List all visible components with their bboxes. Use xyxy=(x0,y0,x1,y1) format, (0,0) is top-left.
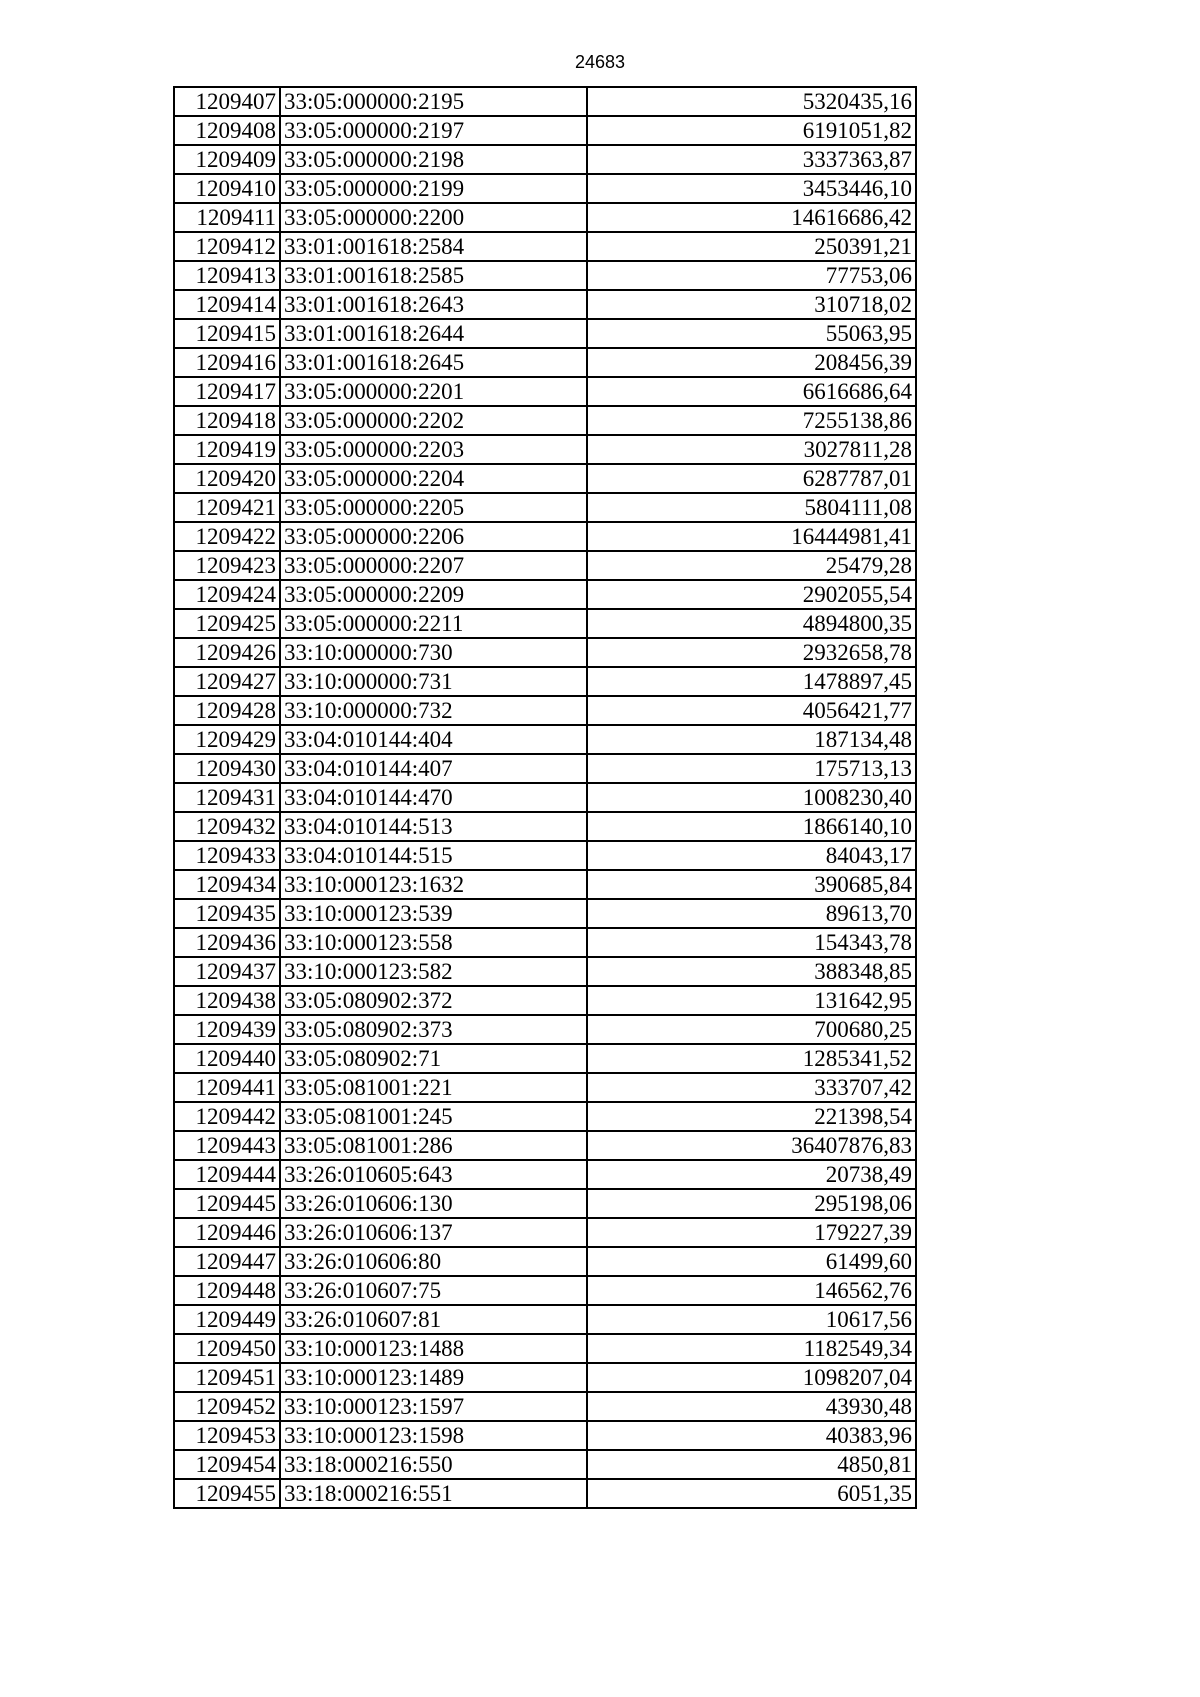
row-number-cell: 1209437 xyxy=(174,957,280,986)
cadastral-value-cell: 208456,39 xyxy=(587,348,916,377)
cadastral-value-cell: 6287787,01 xyxy=(587,464,916,493)
table-row xyxy=(174,1102,916,1131)
cadastral-number-cell: 33:18:000216:550 xyxy=(280,1450,587,1479)
table-row xyxy=(174,1218,916,1247)
cadastral-number-cell: 33:05:000000:2195 xyxy=(280,87,587,116)
row-number-cell: 1209425 xyxy=(174,609,280,638)
cadastral-number-cell: 33:01:001618:2645 xyxy=(280,348,587,377)
cadastral-number-cell: 33:26:010606:137 xyxy=(280,1218,587,1247)
cadastral-number-cell: 33:05:081001:245 xyxy=(280,1102,587,1131)
cadastral-number-cell: 33:01:001618:2584 xyxy=(280,232,587,261)
cadastral-number-cell: 33:05:080902:372 xyxy=(280,986,587,1015)
cadastral-value-cell: 3027811,28 xyxy=(587,435,916,464)
row-number-cell: 1209411 xyxy=(174,203,280,232)
cadastral-value-cell: 10617,56 xyxy=(587,1305,916,1334)
cadastral-number-cell: 33:05:000000:2203 xyxy=(280,435,587,464)
row-number-cell: 1209449 xyxy=(174,1305,280,1334)
table-row xyxy=(174,1392,916,1421)
cadastral-number-cell: 33:18:000216:551 xyxy=(280,1479,587,1508)
cadastral-number-cell: 33:05:000000:2206 xyxy=(280,522,587,551)
table-row xyxy=(174,986,916,1015)
row-number-cell: 1209422 xyxy=(174,522,280,551)
cadastral-value-cell: 390685,84 xyxy=(587,870,916,899)
cadastral-value-cell: 179227,39 xyxy=(587,1218,916,1247)
table-row xyxy=(174,319,916,348)
row-number-cell: 1209410 xyxy=(174,174,280,203)
cadastral-number-cell: 33:05:000000:2204 xyxy=(280,464,587,493)
table-row xyxy=(174,174,916,203)
row-number-cell: 1209424 xyxy=(174,580,280,609)
cadastral-value-cell: 146562,76 xyxy=(587,1276,916,1305)
cadastral-number-cell: 33:05:000000:2202 xyxy=(280,406,587,435)
table-row xyxy=(174,1160,916,1189)
cadastral-value-cell: 187134,48 xyxy=(587,725,916,754)
cadastral-number-cell: 33:05:000000:2209 xyxy=(280,580,587,609)
cadastral-number-cell: 33:26:010606:80 xyxy=(280,1247,587,1276)
table-row xyxy=(174,638,916,667)
row-number-cell: 1209415 xyxy=(174,319,280,348)
row-number-cell: 1209430 xyxy=(174,754,280,783)
table-body xyxy=(174,87,916,1508)
table-row xyxy=(174,261,916,290)
table-row xyxy=(174,1479,916,1508)
table-row xyxy=(174,145,916,174)
cadastral-value-cell: 20738,49 xyxy=(587,1160,916,1189)
row-number-cell: 1209407 xyxy=(174,87,280,116)
cadastral-number-cell: 33:04:010144:470 xyxy=(280,783,587,812)
cadastral-value-cell: 3453446,10 xyxy=(587,174,916,203)
row-number-cell: 1209428 xyxy=(174,696,280,725)
row-number-cell: 1209445 xyxy=(174,1189,280,1218)
cadastral-number-cell: 33:05:080902:71 xyxy=(280,1044,587,1073)
cadastral-value-cell: 131642,95 xyxy=(587,986,916,1015)
cadastral-value-cell: 5320435,16 xyxy=(587,87,916,116)
table-row xyxy=(174,1015,916,1044)
cadastral-number-cell: 33:04:010144:404 xyxy=(280,725,587,754)
cadastral-value-cell: 1866140,10 xyxy=(587,812,916,841)
row-number-cell: 1209438 xyxy=(174,986,280,1015)
table-row xyxy=(174,290,916,319)
cadastral-number-cell: 33:10:000123:582 xyxy=(280,957,587,986)
row-number-cell: 1209439 xyxy=(174,1015,280,1044)
table-row xyxy=(174,1131,916,1160)
cadastral-number-cell: 33:26:010607:81 xyxy=(280,1305,587,1334)
cadastral-value-cell: 310718,02 xyxy=(587,290,916,319)
cadastral-number-cell: 33:26:010606:130 xyxy=(280,1189,587,1218)
cadastral-value-cell: 295198,06 xyxy=(587,1189,916,1218)
row-number-cell: 1209421 xyxy=(174,493,280,522)
cadastral-value-cell: 175713,13 xyxy=(587,754,916,783)
cadastral-value-cell: 333707,42 xyxy=(587,1073,916,1102)
cadastral-number-cell: 33:10:000000:732 xyxy=(280,696,587,725)
cadastral-value-cell: 84043,17 xyxy=(587,841,916,870)
row-number-cell: 1209440 xyxy=(174,1044,280,1073)
table-row xyxy=(174,725,916,754)
cadastral-number-cell: 33:05:000000:2199 xyxy=(280,174,587,203)
cadastral-number-cell: 33:04:010144:515 xyxy=(280,841,587,870)
cadastral-value-cell: 5804111,08 xyxy=(587,493,916,522)
cadastral-number-cell: 33:05:080902:373 xyxy=(280,1015,587,1044)
cadastral-number-cell: 33:05:000000:2211 xyxy=(280,609,587,638)
row-number-cell: 1209423 xyxy=(174,551,280,580)
row-number-cell: 1209413 xyxy=(174,261,280,290)
cadastral-number-cell: 33:04:010144:513 xyxy=(280,812,587,841)
row-number-cell: 1209452 xyxy=(174,1392,280,1421)
cadastral-number-cell: 33:05:000000:2200 xyxy=(280,203,587,232)
cadastral-value-table xyxy=(173,86,917,1509)
cadastral-number-cell: 33:10:000123:539 xyxy=(280,899,587,928)
row-number-cell: 1209454 xyxy=(174,1450,280,1479)
table-row xyxy=(174,348,916,377)
row-number-cell: 1209447 xyxy=(174,1247,280,1276)
table-row xyxy=(174,232,916,261)
cadastral-value-cell: 1285341,52 xyxy=(587,1044,916,1073)
row-number-cell: 1209441 xyxy=(174,1073,280,1102)
table-row xyxy=(174,812,916,841)
cadastral-value-cell: 154343,78 xyxy=(587,928,916,957)
cadastral-number-cell: 33:10:000123:1489 xyxy=(280,1363,587,1392)
table-row xyxy=(174,116,916,145)
cadastral-value-cell: 43930,48 xyxy=(587,1392,916,1421)
table-row xyxy=(174,1073,916,1102)
cadastral-number-cell: 33:01:001618:2585 xyxy=(280,261,587,290)
cadastral-value-cell: 55063,95 xyxy=(587,319,916,348)
row-number-cell: 1209420 xyxy=(174,464,280,493)
table-row xyxy=(174,1189,916,1218)
cadastral-value-cell: 700680,25 xyxy=(587,1015,916,1044)
cadastral-value-cell: 1098207,04 xyxy=(587,1363,916,1392)
table-row xyxy=(174,406,916,435)
table-row xyxy=(174,1247,916,1276)
cadastral-number-cell: 33:10:000000:730 xyxy=(280,638,587,667)
row-number-cell: 1209432 xyxy=(174,812,280,841)
cadastral-value-cell: 7255138,86 xyxy=(587,406,916,435)
cadastral-value-cell: 89613,70 xyxy=(587,899,916,928)
table-row xyxy=(174,493,916,522)
row-number-cell: 1209412 xyxy=(174,232,280,261)
row-number-cell: 1209450 xyxy=(174,1334,280,1363)
row-number-cell: 1209427 xyxy=(174,667,280,696)
cadastral-value-cell: 6616686,64 xyxy=(587,377,916,406)
cadastral-number-cell: 33:10:000123:558 xyxy=(280,928,587,957)
table-row xyxy=(174,957,916,986)
table-row xyxy=(174,377,916,406)
cadastral-number-cell: 33:26:010605:643 xyxy=(280,1160,587,1189)
table-row xyxy=(174,464,916,493)
table-row xyxy=(174,696,916,725)
cadastral-value-cell: 1182549,34 xyxy=(587,1334,916,1363)
row-number-cell: 1209443 xyxy=(174,1131,280,1160)
page-number: 24683 xyxy=(574,52,626,72)
cadastral-number-cell: 33:05:000000:2197 xyxy=(280,116,587,145)
row-number-cell: 1209455 xyxy=(174,1479,280,1508)
cadastral-value-cell: 2902055,54 xyxy=(587,580,916,609)
row-number-cell: 1209436 xyxy=(174,928,280,957)
cadastral-value-cell: 6051,35 xyxy=(587,1479,916,1508)
row-number-cell: 1209453 xyxy=(174,1421,280,1450)
row-number-cell: 1209435 xyxy=(174,899,280,928)
cadastral-number-cell: 33:05:000000:2198 xyxy=(280,145,587,174)
table-row xyxy=(174,203,916,232)
cadastral-value-cell: 1008230,40 xyxy=(587,783,916,812)
cadastral-value-cell: 4056421,77 xyxy=(587,696,916,725)
row-number-cell: 1209426 xyxy=(174,638,280,667)
table-row xyxy=(174,435,916,464)
table-row xyxy=(174,580,916,609)
cadastral-value-cell: 2932658,78 xyxy=(587,638,916,667)
cadastral-value-cell: 4850,81 xyxy=(587,1450,916,1479)
table-row xyxy=(174,667,916,696)
row-number-cell: 1209442 xyxy=(174,1102,280,1131)
table-row xyxy=(174,841,916,870)
cadastral-value-cell: 25479,28 xyxy=(587,551,916,580)
cadastral-value-cell: 77753,06 xyxy=(587,261,916,290)
table-row xyxy=(174,1421,916,1450)
cadastral-number-cell: 33:04:010144:407 xyxy=(280,754,587,783)
table-row xyxy=(174,928,916,957)
cadastral-value-cell: 4894800,35 xyxy=(587,609,916,638)
cadastral-value-cell: 250391,21 xyxy=(587,232,916,261)
cadastral-number-cell: 33:01:001618:2643 xyxy=(280,290,587,319)
table-row xyxy=(174,899,916,928)
cadastral-value-cell: 6191051,82 xyxy=(587,116,916,145)
cadastral-number-cell: 33:05:000000:2205 xyxy=(280,493,587,522)
row-number-cell: 1209434 xyxy=(174,870,280,899)
table-row xyxy=(174,609,916,638)
table-row xyxy=(174,1363,916,1392)
cadastral-value-cell: 3337363,87 xyxy=(587,145,916,174)
cadastral-value-cell: 61499,60 xyxy=(587,1247,916,1276)
table-row xyxy=(174,1044,916,1073)
cadastral-number-cell: 33:05:081001:286 xyxy=(280,1131,587,1160)
cadastral-number-cell: 33:10:000123:1632 xyxy=(280,870,587,899)
row-number-cell: 1209419 xyxy=(174,435,280,464)
row-number-cell: 1209451 xyxy=(174,1363,280,1392)
row-number-cell: 1209417 xyxy=(174,377,280,406)
row-number-cell: 1209416 xyxy=(174,348,280,377)
cadastral-number-cell: 33:05:000000:2201 xyxy=(280,377,587,406)
row-number-cell: 1209444 xyxy=(174,1160,280,1189)
table-row xyxy=(174,754,916,783)
cadastral-number-cell: 33:05:000000:2207 xyxy=(280,551,587,580)
cadastral-number-cell: 33:05:081001:221 xyxy=(280,1073,587,1102)
row-number-cell: 1209409 xyxy=(174,145,280,174)
row-number-cell: 1209433 xyxy=(174,841,280,870)
cadastral-value-cell: 221398,54 xyxy=(587,1102,916,1131)
row-number-cell: 1209414 xyxy=(174,290,280,319)
row-number-cell: 1209448 xyxy=(174,1276,280,1305)
row-number-cell: 1209429 xyxy=(174,725,280,754)
cadastral-number-cell: 33:10:000123:1597 xyxy=(280,1392,587,1421)
cadastral-number-cell: 33:01:001618:2644 xyxy=(280,319,587,348)
table-row xyxy=(174,1276,916,1305)
table-row xyxy=(174,551,916,580)
cadastral-number-cell: 33:26:010607:75 xyxy=(280,1276,587,1305)
cadastral-value-cell: 1478897,45 xyxy=(587,667,916,696)
row-number-cell: 1209408 xyxy=(174,116,280,145)
row-number-cell: 1209446 xyxy=(174,1218,280,1247)
cadastral-number-cell: 33:10:000123:1488 xyxy=(280,1334,587,1363)
table-row xyxy=(174,870,916,899)
table-row xyxy=(174,1450,916,1479)
cadastral-value-cell: 40383,96 xyxy=(587,1421,916,1450)
table-row xyxy=(174,1305,916,1334)
cadastral-number-cell: 33:10:000123:1598 xyxy=(280,1421,587,1450)
cadastral-number-cell: 33:10:000000:731 xyxy=(280,667,587,696)
table-row xyxy=(174,1334,916,1363)
cadastral-value-cell: 36407876,83 xyxy=(587,1131,916,1160)
cadastral-value-cell: 16444981,41 xyxy=(587,522,916,551)
cadastral-value-cell: 388348,85 xyxy=(587,957,916,986)
table-row xyxy=(174,87,916,116)
row-number-cell: 1209431 xyxy=(174,783,280,812)
table-row xyxy=(174,783,916,812)
cadastral-value-cell: 14616686,42 xyxy=(587,203,916,232)
table-row xyxy=(174,522,916,551)
row-number-cell: 1209418 xyxy=(174,406,280,435)
